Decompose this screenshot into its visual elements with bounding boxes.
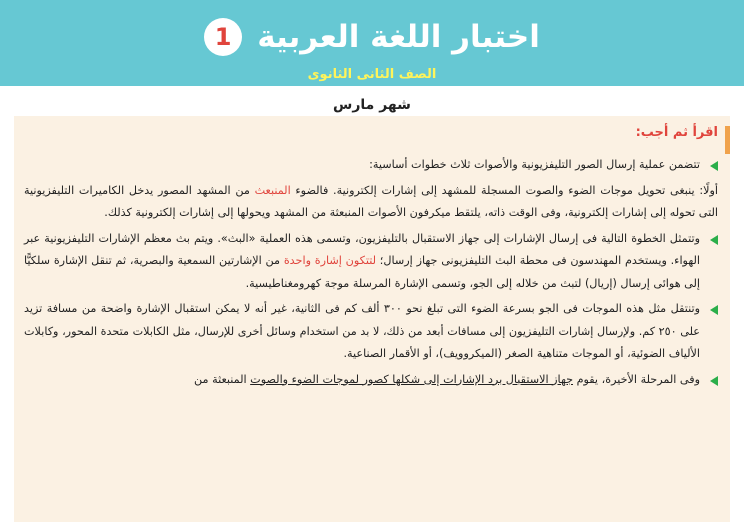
grade-subtitle: الصف الثانى الثانوى — [307, 67, 437, 82]
paragraph-text: أولًا: ينبغى تحويل موجات الضوء والصوت المسجلة للمشهد إلى إشارات إلكترونية. فالضوء — [290, 183, 718, 197]
paragraph-4 — [24, 298, 718, 366]
passage — [24, 154, 718, 394]
month-label: شهر مارس — [333, 97, 411, 113]
paragraph-text: من الإشارتين السمعية والبصرية، ثم تنقل الإشارة سلكيًّا إلى هوائى إرسال (إريال) لتبث من خلاله إلى الجو، وتسمى الإشارة المرسلة موجة كهرومغناطيسية. — [24, 254, 700, 290]
highlighted-phrase: لتتكون إشارة واحدة — [283, 254, 377, 267]
paragraph-text: من المشهد المصور يدخل الكاميرات التليفزيونية التى تحوله إلى إشارات إلكترونية، وفى الوقت ذاته، يلتقط ميكرفون الأصوات المنبعثة من المشهد ويحولها إلى إشارات إلكترونية كذلك. — [24, 183, 718, 219]
paragraph-text: المنبعثة من — [194, 372, 251, 386]
bullet-icon — [710, 161, 718, 171]
instruction-heading: اقرأ ثم أجب: — [635, 125, 718, 140]
accent-bar — [725, 126, 730, 154]
page-title: اختبار اللغة العربية — [257, 19, 540, 55]
exam-number-badge: 1 — [204, 18, 242, 56]
bullet-icon — [710, 235, 718, 245]
paragraph-3 — [24, 228, 718, 296]
paragraph-1 — [24, 154, 718, 177]
paragraph-text: وفى المرحلة الأخيرة، يقوم — [573, 372, 700, 386]
paragraph-5 — [24, 369, 718, 392]
bullet-icon — [710, 305, 718, 315]
question-panel — [14, 116, 730, 522]
header-banner — [0, 0, 744, 86]
paragraph-text: وتنتقل مثل هذه الموجات فى الجو بسرعة الضوء التى تبلغ نحو ٣٠٠ ألف كم فى الثانية، غير أنه لا يمكن استقبال الإشارة واضحة من مسافة تزيد على ٢٥٠ كم. ولإرسال إشارات التليفزيون إلى مسافات أبعد من ذلك، لا بد من استخدام وسائل أخرى للإرسال، مثل الكابلات متحدة المحور، وكابلات الألياف الضوئية، أو الموجات متناهية الصغر (الميكروويف)، أو الأقمار الصناعية. — [24, 302, 700, 360]
underlined-phrase: جهاز الاستقبال برد الإشارات إلى شكلها كصور لموجات الضوء والصوت — [250, 372, 574, 386]
bullet-icon — [710, 376, 718, 386]
highlighted-word: المنبعث — [254, 183, 291, 197]
paragraph-text: تتضمن عملية إرسال الصور التليفزيونية والأصوات ثلاث خطوات أساسية: — [369, 158, 700, 171]
paragraph-2 — [24, 180, 718, 225]
title-row — [0, 18, 744, 56]
paragraph-text: وتتمثل الخطوة التالية فى إرسال الإشارات إلى جهاز الاستقبال بالتليفزيون، وتسمى هذه العملية «البث». ويتم بث معظم الإشارات التليفزيونية عبر الهواء. ويستخدم المهندسون فى محطة البث التليفزيونى جهاز إرسال؛ — [24, 231, 701, 267]
